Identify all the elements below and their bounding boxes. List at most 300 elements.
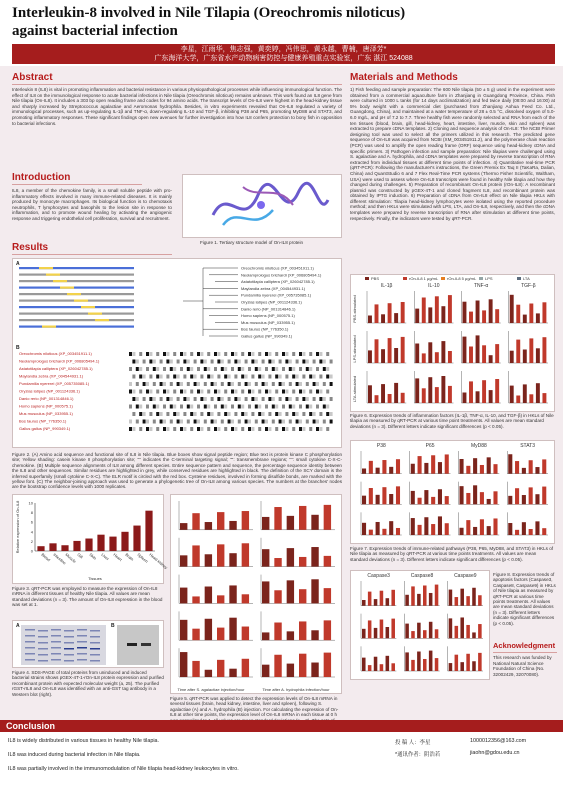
msa-residue xyxy=(228,390,231,394)
gene-title: IL-10 xyxy=(428,283,440,289)
bar xyxy=(382,460,386,474)
msa-residue xyxy=(292,375,295,379)
bar xyxy=(389,467,393,474)
msa-residue xyxy=(316,352,319,356)
msa-residue xyxy=(214,427,217,431)
msa-residue xyxy=(153,427,156,431)
bar xyxy=(376,522,380,535)
bar xyxy=(435,296,439,323)
msa-residue xyxy=(251,382,254,386)
msa-residue xyxy=(187,427,190,431)
bar xyxy=(121,532,128,551)
msa-residue xyxy=(200,412,203,416)
figure5-caption: Figure 5. qRT-PCR was applied to detect the expression levels of On-IL8 mRNA in several tissues (brain, head kidney, intestine, liver and spleen), following S. agalactiae (A) and A. hydrophila (B) injection. For calculating the expression of On-IL8 at other time points, the expression level of On-IL8 mRNA in each tissue at 0 h xyxy=(170,696,339,718)
methods-heading: Materials and Methods xyxy=(350,72,555,85)
msa-residue xyxy=(268,375,271,379)
conclusion-item: IL8 was partially involved in the immunomodulation of Nile tilapia head-kidney leukocytes in vitro. xyxy=(8,766,239,772)
bar xyxy=(262,632,269,640)
msa-residue xyxy=(214,397,217,401)
msa-residue xyxy=(234,382,237,386)
msa-residue xyxy=(255,397,258,401)
msa-residue xyxy=(285,367,288,371)
msa-residue xyxy=(309,405,312,409)
msa-residue xyxy=(183,360,186,364)
msa-residue xyxy=(129,405,132,409)
bar xyxy=(495,379,499,403)
msa-residue xyxy=(275,420,278,424)
bar xyxy=(480,465,484,474)
msa-residue xyxy=(255,352,258,356)
bar xyxy=(299,506,306,530)
bar xyxy=(431,524,435,535)
bar xyxy=(466,466,470,474)
msa-residue xyxy=(207,367,210,371)
bar xyxy=(85,539,92,551)
msa-residue xyxy=(228,412,231,416)
bar xyxy=(536,348,540,363)
msa-residue xyxy=(272,390,275,394)
msa-residue xyxy=(153,352,156,356)
msa-residue xyxy=(173,382,176,386)
msa-residue xyxy=(245,352,248,356)
msa-residue xyxy=(211,427,214,431)
msa-residue xyxy=(330,390,333,394)
msa-residue xyxy=(258,427,261,431)
msa-residue xyxy=(255,390,258,394)
msa-residue xyxy=(231,382,234,386)
msa-residue xyxy=(200,382,203,386)
msa-residue xyxy=(275,412,278,416)
bar xyxy=(473,485,477,504)
bar xyxy=(311,547,318,567)
figure3-caption: Figure 3. qRT-PCR was employed to measure the expression of On-IL8 mRNA in different tissues of healthy Nile tilapia. All values are mean standard deviations (n = 3). The amount of On-IL8 expression in the blood was set at 1. xyxy=(12,586,163,608)
msa-residue xyxy=(265,360,268,364)
msa-residue xyxy=(282,352,285,356)
msa-residue xyxy=(268,367,271,371)
bar xyxy=(411,660,415,671)
msa-residue xyxy=(265,382,268,386)
msa-species-label: Mus musculus (NP_033955.1) xyxy=(19,411,73,416)
row-label: LTA-stimulated xyxy=(352,375,357,403)
msa-residue xyxy=(211,397,214,401)
msa-residue xyxy=(306,382,309,386)
msa-residue xyxy=(323,420,326,424)
msa-residue xyxy=(241,405,244,409)
msa-residue xyxy=(177,382,180,386)
msa-residue xyxy=(217,352,220,356)
msa-residue xyxy=(251,360,254,364)
bar xyxy=(522,522,526,535)
msa-residue xyxy=(187,390,190,394)
tree-leaf-label: Neolamprologus brichardi (XP_006805494.1) xyxy=(241,272,322,278)
msa-residue xyxy=(136,382,139,386)
msa-residue xyxy=(316,397,319,401)
conclusion-item: IL8 is widely distributed in various tissues in healthy Nile tilapia. xyxy=(8,738,160,744)
bar xyxy=(217,660,224,677)
affiliation: 广东海洋大学，广东省水产动物病害防控与健康养殖重点实验室，广东 湛江 524088 xyxy=(154,55,413,62)
msa-residue xyxy=(217,412,220,416)
msa-residue xyxy=(194,405,197,409)
msa-residue xyxy=(238,382,241,386)
bar xyxy=(205,522,212,530)
msa-residue xyxy=(224,412,227,416)
bar xyxy=(423,659,427,671)
msa-residue xyxy=(214,390,217,394)
bar xyxy=(394,348,398,363)
msa-residue xyxy=(153,382,156,386)
msa-residue xyxy=(129,382,132,386)
msa-residue xyxy=(309,397,312,401)
gel-band xyxy=(51,629,61,631)
legend-swatch xyxy=(403,277,407,280)
msa-residue xyxy=(282,360,285,364)
msa-residue xyxy=(299,352,302,356)
legend-swatch xyxy=(479,277,483,280)
msa-residue xyxy=(143,405,146,409)
msa-residue xyxy=(136,352,139,356)
bar xyxy=(472,661,476,671)
msa-residue xyxy=(323,412,326,416)
bar xyxy=(429,651,433,671)
msa-residue xyxy=(241,397,244,401)
msa-residue xyxy=(214,352,217,356)
bar xyxy=(362,600,366,606)
bar xyxy=(369,461,373,474)
msa-residue xyxy=(251,427,254,431)
msa-residue xyxy=(136,397,139,401)
msa-residue xyxy=(292,397,295,401)
msa-residue xyxy=(275,382,278,386)
gel-band xyxy=(64,636,74,638)
bar xyxy=(287,580,294,603)
msa-residue xyxy=(279,420,282,424)
bar xyxy=(435,585,439,606)
bar xyxy=(362,496,366,505)
sequence-line xyxy=(19,287,134,289)
bar xyxy=(97,535,104,551)
msa-residue xyxy=(326,360,329,364)
msa-residue xyxy=(221,382,224,386)
msa-residue xyxy=(241,382,244,386)
gel-band xyxy=(77,653,87,655)
gel-band xyxy=(38,636,48,638)
row-label: PBS-stimulated xyxy=(352,295,357,323)
msa-residue xyxy=(132,360,135,364)
msa-residue xyxy=(217,382,220,386)
msa-residue xyxy=(207,390,210,394)
bar xyxy=(299,589,306,603)
msa-residue xyxy=(153,412,156,416)
msa-residue xyxy=(231,420,234,424)
msa-residue xyxy=(231,390,234,394)
msa-residue xyxy=(197,382,200,386)
msa-residue xyxy=(177,412,180,416)
msa-residue xyxy=(139,397,142,401)
msa-residue xyxy=(200,405,203,409)
msa-residue xyxy=(214,405,217,409)
msa-residue xyxy=(149,405,152,409)
msa-residue xyxy=(299,412,302,416)
msa-residue xyxy=(265,397,268,401)
msa-residue xyxy=(160,375,163,379)
msa-residue xyxy=(180,397,183,401)
msa-residue xyxy=(228,420,231,424)
msa-residue xyxy=(129,427,132,431)
msa-residue xyxy=(190,427,193,431)
msa-residue xyxy=(197,390,200,394)
msa-residue xyxy=(156,412,159,416)
bar xyxy=(401,302,405,323)
msa-residue xyxy=(207,382,210,386)
bar xyxy=(362,629,366,639)
msa-residue xyxy=(224,420,227,424)
bar xyxy=(61,545,68,551)
bar xyxy=(476,301,480,324)
msa-residue xyxy=(316,420,319,424)
msa-residue xyxy=(173,427,176,431)
msa-residue xyxy=(146,405,149,409)
msa-residue xyxy=(163,382,166,386)
msa-residue xyxy=(313,390,316,394)
msa-residue xyxy=(255,367,258,371)
msa-residue xyxy=(296,390,299,394)
bar xyxy=(287,664,294,677)
bar xyxy=(274,623,281,641)
msa-residue xyxy=(180,405,183,409)
msa-residue xyxy=(313,397,316,401)
msa-residue xyxy=(248,382,251,386)
msa-residue xyxy=(262,375,265,379)
bar xyxy=(180,652,187,677)
msa-residue xyxy=(224,375,227,379)
msa-residue xyxy=(160,405,163,409)
msa-residue xyxy=(163,420,166,424)
msa-residue xyxy=(194,397,197,401)
bar xyxy=(411,586,415,605)
msa-residue xyxy=(129,367,132,371)
msa-residue xyxy=(221,352,224,356)
msa-residue xyxy=(255,412,258,416)
x-tick-label: Intestine xyxy=(52,551,68,566)
bar xyxy=(205,554,212,566)
msa-residue xyxy=(217,397,220,401)
msa-residue xyxy=(214,420,217,424)
msa-residue xyxy=(187,352,190,356)
msa-residue xyxy=(211,375,214,379)
gel-band xyxy=(64,642,74,644)
msa-residue xyxy=(319,427,322,431)
msa-residue xyxy=(292,367,295,371)
submitter-email[interactable]: 1000012356@163.com xyxy=(470,738,527,744)
msa-residue xyxy=(306,405,309,409)
legend-label: rOn-IL8 1 μg/mL xyxy=(409,276,439,281)
tree-leaf-label: Homo sapiens (NP_000575.1) xyxy=(241,313,295,319)
msa-residue xyxy=(282,382,285,386)
bar xyxy=(460,589,464,606)
msa-residue xyxy=(228,382,231,386)
msa-residue xyxy=(153,375,156,379)
bar xyxy=(192,629,199,641)
msa-residue xyxy=(129,420,132,424)
bar xyxy=(428,307,432,323)
gel-band xyxy=(90,642,100,644)
msa-residue xyxy=(217,420,220,424)
msa-residue xyxy=(234,420,237,424)
msa-residue xyxy=(214,382,217,386)
msa-residue xyxy=(224,382,227,386)
bar xyxy=(542,302,546,323)
bar xyxy=(262,549,269,566)
msa-residue xyxy=(245,375,248,379)
msa-residue xyxy=(282,405,285,409)
msa-residue xyxy=(234,427,237,431)
bar xyxy=(529,529,533,535)
msa-residue xyxy=(299,367,302,371)
msa-residue xyxy=(245,360,248,364)
msa-residue xyxy=(245,382,248,386)
msa-residue xyxy=(316,382,319,386)
gel-band xyxy=(51,635,61,637)
msa-residue xyxy=(289,390,292,394)
msa-residue xyxy=(275,375,278,379)
corresponding-author-email[interactable]: jiaohn@gdou.edu.cn xyxy=(470,750,520,756)
western-blot xyxy=(117,625,159,665)
msa-residue xyxy=(309,360,312,364)
msa-residue xyxy=(285,397,288,401)
msa-residue xyxy=(166,382,169,386)
bar xyxy=(529,304,533,324)
sequence-highlight xyxy=(74,300,88,302)
bar xyxy=(493,491,497,504)
msa-residue xyxy=(272,412,275,416)
bar xyxy=(405,595,409,606)
gel-band xyxy=(51,647,61,649)
msa-residue xyxy=(146,390,149,394)
bar xyxy=(274,655,281,677)
msa-residue xyxy=(245,367,248,371)
bar xyxy=(515,488,519,504)
bar xyxy=(389,521,393,535)
bar xyxy=(368,316,372,324)
msa-residue xyxy=(292,405,295,409)
x-tick-label: Heart xyxy=(112,551,124,563)
bar xyxy=(368,665,372,671)
msa-residue xyxy=(170,420,173,424)
bar xyxy=(487,457,491,473)
msa-residue xyxy=(224,360,227,364)
bar xyxy=(487,499,491,504)
msa-residue xyxy=(285,412,288,416)
msa-residue xyxy=(265,412,268,416)
msa-residue xyxy=(326,390,329,394)
msa-residue xyxy=(139,405,142,409)
msa-residue xyxy=(326,382,329,386)
bar xyxy=(482,345,486,363)
msa-residue xyxy=(160,367,163,371)
bar xyxy=(460,528,464,535)
bar xyxy=(460,617,464,638)
msa-residue xyxy=(265,375,268,379)
bar xyxy=(495,344,499,363)
bar xyxy=(262,581,269,603)
bar xyxy=(109,537,116,551)
bar xyxy=(508,454,512,473)
msa-residue xyxy=(302,375,305,379)
gel-band xyxy=(64,630,74,632)
msa-residue xyxy=(143,427,146,431)
msa-residue xyxy=(292,382,295,386)
bar xyxy=(376,468,380,474)
msa-residue xyxy=(136,367,139,371)
msa-residue xyxy=(241,420,244,424)
msa-residue xyxy=(241,390,244,394)
bar xyxy=(455,626,459,638)
msa-residue xyxy=(262,397,265,401)
gel-band xyxy=(25,629,35,631)
conclusion-item: IL8 was induced during bacterial infection in Nile tilapia. xyxy=(8,752,141,758)
msa-residue xyxy=(156,427,159,431)
msa-residue xyxy=(180,427,183,431)
bar xyxy=(73,541,80,551)
msa-residue xyxy=(313,420,316,424)
msa-residue xyxy=(309,367,312,371)
msa-residue xyxy=(132,397,135,401)
msa-residue xyxy=(183,390,186,394)
bar xyxy=(495,309,499,323)
msa-residue xyxy=(289,427,292,431)
msa-residue xyxy=(187,360,190,364)
msa-residue xyxy=(272,375,275,379)
msa-residue xyxy=(313,427,316,431)
msa-residue xyxy=(160,412,163,416)
msa-residue xyxy=(319,375,322,379)
msa-residue xyxy=(207,427,210,431)
sequence-highlight xyxy=(95,319,109,321)
msa-residue xyxy=(299,420,302,424)
msa-residue xyxy=(221,405,224,409)
msa-residue xyxy=(197,397,200,401)
msa-residue xyxy=(262,427,265,431)
bar xyxy=(311,663,318,677)
bar xyxy=(435,658,439,671)
msa-residue xyxy=(258,382,261,386)
msa-residue xyxy=(309,412,312,416)
msa-species-label: Neolamprologus brichardi (XP_006805494.1) xyxy=(19,358,100,364)
bar xyxy=(192,545,199,566)
msa-residue xyxy=(258,420,261,424)
msa-residue xyxy=(146,360,149,364)
bar xyxy=(445,496,449,504)
sequence-highlight xyxy=(53,280,67,282)
msa-residue xyxy=(197,412,200,416)
msa-residue xyxy=(330,352,333,356)
msa-residue xyxy=(313,367,316,371)
gel-band xyxy=(25,653,35,655)
title-line-2: against bacterial infection xyxy=(12,23,178,39)
msa-residue xyxy=(211,420,214,424)
msa-residue xyxy=(248,390,251,394)
bar xyxy=(391,663,395,671)
msa-residue xyxy=(245,405,248,409)
bar xyxy=(418,525,422,535)
msa-residue xyxy=(207,412,210,416)
bar xyxy=(192,513,199,530)
bar xyxy=(478,653,482,671)
msa-residue xyxy=(153,390,156,394)
msa-residue xyxy=(279,352,282,356)
bar xyxy=(401,337,405,363)
msa-residue xyxy=(313,375,316,379)
